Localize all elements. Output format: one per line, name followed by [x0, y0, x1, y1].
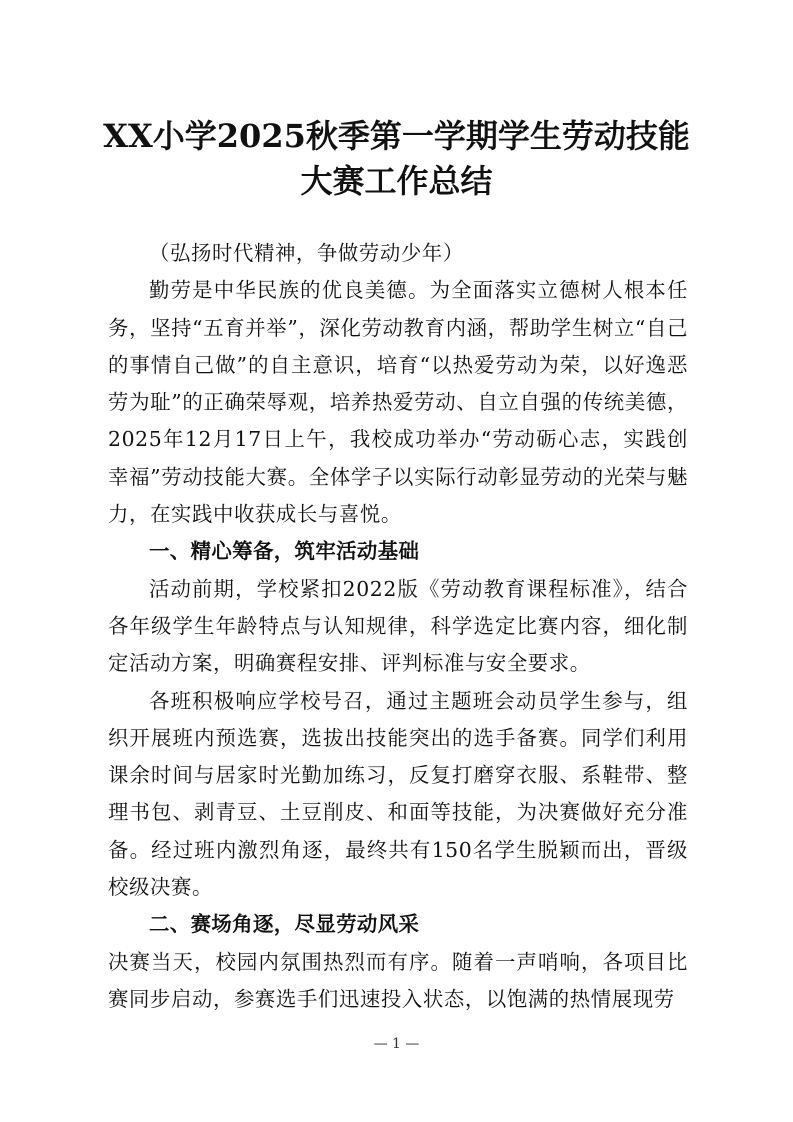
section2-paragraph-1: 决赛当天，校园内氛围热烈而有序。随着一声哨响，各项目比赛同步启动，参赛选手们迅速投入状态，以饱满的热情展现劳 [108, 949, 688, 1011]
page-number: — 1 — [373, 1036, 420, 1052]
document-body [108, 235, 688, 1018]
document-title-line1: XX小学2025秋季第一学期学生劳动技能 [103, 117, 690, 155]
document-subtitle: （弘扬时代精神，争做劳动少年） [149, 241, 464, 265]
section2-heading: 二、赛场角逐，尽显劳动风采 [149, 912, 420, 937]
section1-paragraph-1: 活动前期，学校紧扣2022版《劳动教育课程标准》，结合各年级学生年龄特点与认知规律，科学选定比赛内容，细化制定活动方案，明确赛程安排、评判标准与安全要求。 [108, 576, 688, 676]
section1-heading: 一、精心筹备，筑牢活动基础 [149, 539, 420, 564]
section1-paragraph-2: 各班积极响应学校号召，通过主题班会动员学生参与，组织开展班内预选赛，选拔出技能突出的选手备赛。同学们利用课余时间与居家时光勤加练习，反复打磨穿衣服、系鞋带、整理书包、剥青豆、土豆削皮、和面等技能，为决赛做好充分准备。经过班内激烈角逐，最终共有150名学生脱颖而出，晋级校级决赛。 [108, 688, 688, 900]
document-title-line2: 大赛工作总结 [300, 162, 493, 200]
intro-paragraph: 勤劳是中华民族的优良美德。为全面落实立德树人根本任务，坚持“五育并举”，深化劳动教育内涵，帮助学生树立“自己的事情自己做”的自主意识，培育“以热爱劳动为荣，以好逸恶劳为耻”的正确荣辱观，培养热爱劳动、自立自强的传统美德，2025年12月17日上午，我校成功举办“劳动砺心志，实践创幸福”劳动技能大赛。全体学子以实际行动彰显劳动的光荣与魅力，在实践中收获成长与喜悦。 [108, 278, 688, 527]
